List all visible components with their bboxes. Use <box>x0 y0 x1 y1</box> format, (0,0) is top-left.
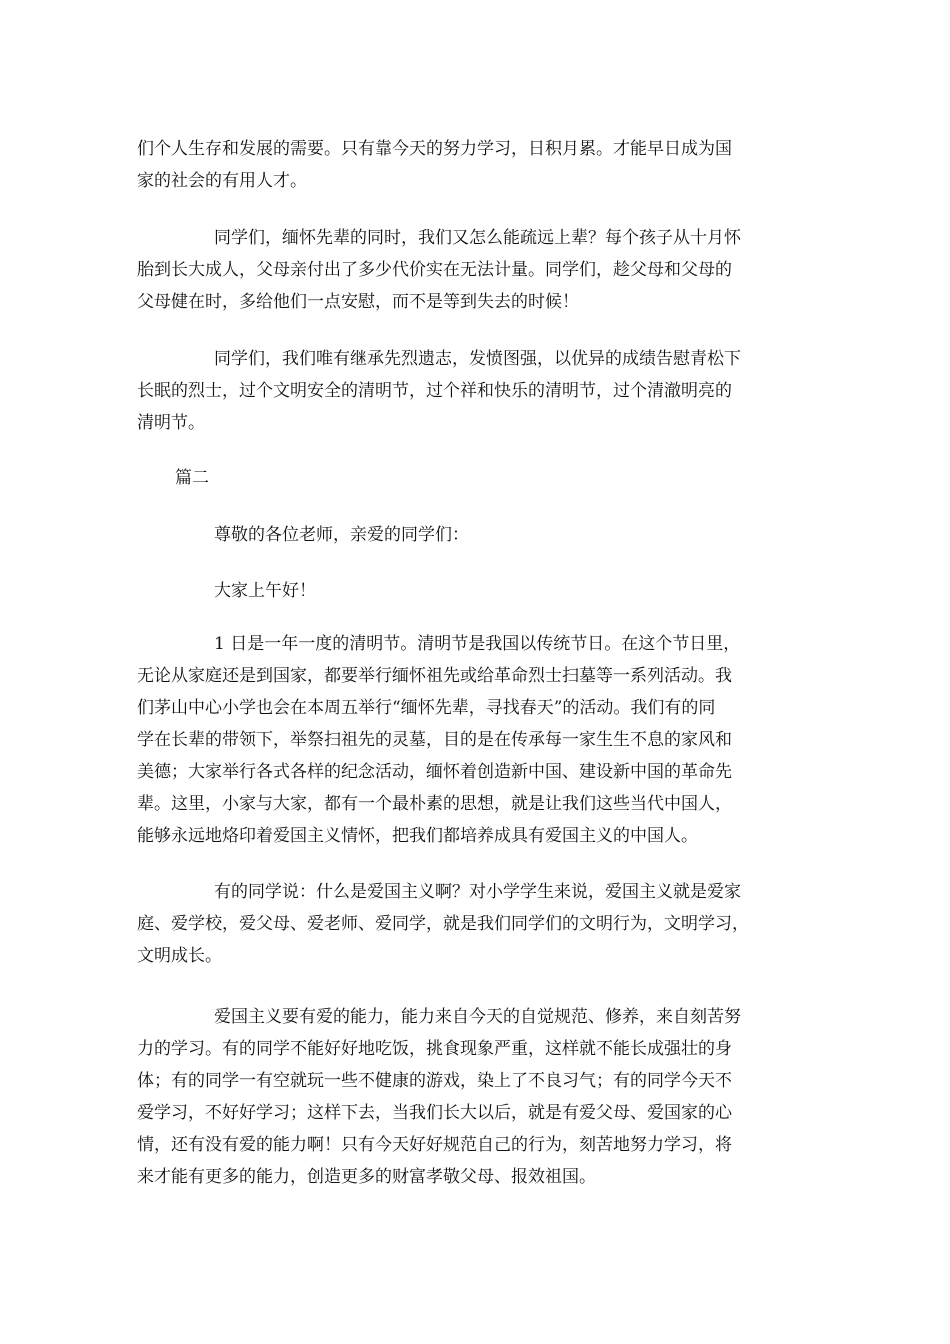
text-line: 爱学习，不好好学习；这样下去，当我们长大以后，就是有爱父母、爱国家的心 <box>137 1103 732 1123</box>
paragraph-remember-parents <box>137 222 822 318</box>
text-line: 文明成长。 <box>137 946 222 966</box>
paragraph-inherit-will <box>137 343 822 439</box>
text-line: 同学们，我们唯有继承先烈遗志，发愤图强，以优异的成绩告慰青松下 <box>214 349 741 369</box>
text-line: 无论从家庭还是到国家，都要举行缅怀祖先或给革命烈士扫墓等一系列活动。我 <box>137 666 732 686</box>
text-line: 们茅山中心小学也会在本周五举行“缅怀先辈，寻找春天”的活动。我们有的同 <box>137 698 716 718</box>
text-line: 胎到长大成人，父母亲付出了多少代价实在无法计量。同学们，趁父母和父母的 <box>137 260 732 280</box>
text-line: 父母健在时，多给他们一点安慰，而不是等到失去的时候！ <box>137 292 579 312</box>
text-line: 尊敬的各位老师，亲爱的同学们： <box>214 525 469 545</box>
paragraph-ability-to-love <box>137 1001 822 1193</box>
paragraph-greeting <box>137 575 822 607</box>
text-line: 来才能有更多的能力，创造更多的财富孝敬父母、报效祖国。 <box>137 1167 596 1187</box>
text-line: 大家上午好！ <box>214 581 316 601</box>
text-line: 情，还有没有爱的能力啊！只有今天好好规范自己的行为，刻苦地努力学习，将 <box>137 1135 732 1155</box>
text-line: 清明节。 <box>137 413 205 433</box>
text-line: 爱国主义要有爱的能力，能力来自今天的自觉规范、修养，来自刻苦努 <box>214 1007 741 1027</box>
text-line: 体；有的同学一有空就玩一些不健康的游戏，染上了不良习气；有的同学今天不 <box>137 1071 732 1091</box>
text-line: 1 日是一年一度的清明节。清明节是我国以传统节日。在这个节日里， <box>214 634 741 654</box>
text-line: 辈。这里，小家与大家，都有一个最朴素的思想，就是让我们这些当代中国人， <box>137 794 732 814</box>
text-line: 同学们，缅怀先辈的同时，我们又怎么能疏远上辈？每个孩子从十月怀 <box>214 228 741 248</box>
section-heading: 篇二 <box>175 468 209 488</box>
text-line: 能够永远地烙印着爱国主义情怀，把我们都培养成具有爱国主义的中国人。 <box>137 826 698 846</box>
paragraph-qingming-intro <box>137 628 822 852</box>
text-line: 力的学习。有的同学不能好好地吃饭，挑食现象严重，这样就不能长成强壮的身 <box>137 1039 732 1059</box>
text-line: 家的社会的有用人才。 <box>137 171 307 191</box>
text-line: 长眠的烈士，过个文明安全的清明节，过个祥和快乐的清明节，过个清澈明亮的 <box>137 381 732 401</box>
text-line: 学在长辈的带领下，举祭扫祖先的灵墓，目的是在传承每一家生生不息的家风和 <box>137 730 732 750</box>
paragraph-continuation <box>137 133 822 197</box>
text-line: 美德；大家举行各式各样的纪念活动，缅怀着创造新中国、建设新中国的革命先 <box>137 762 732 782</box>
text-line: 们个人生存和发展的需要。只有靠今天的努力学习，日积月累。才能早日成为国 <box>137 139 732 159</box>
paragraph-what-is-patriotism <box>137 876 822 972</box>
text-line: 有的同学说：什么是爱国主义啊？对小学学生来说，爱国主义就是爱家 <box>214 882 741 902</box>
text-line: 庭、爱学校，爱父母、爱老师、爱同学，就是我们同学们的文明行为，文明学习， <box>137 914 749 934</box>
paragraph-salutation <box>137 519 822 551</box>
